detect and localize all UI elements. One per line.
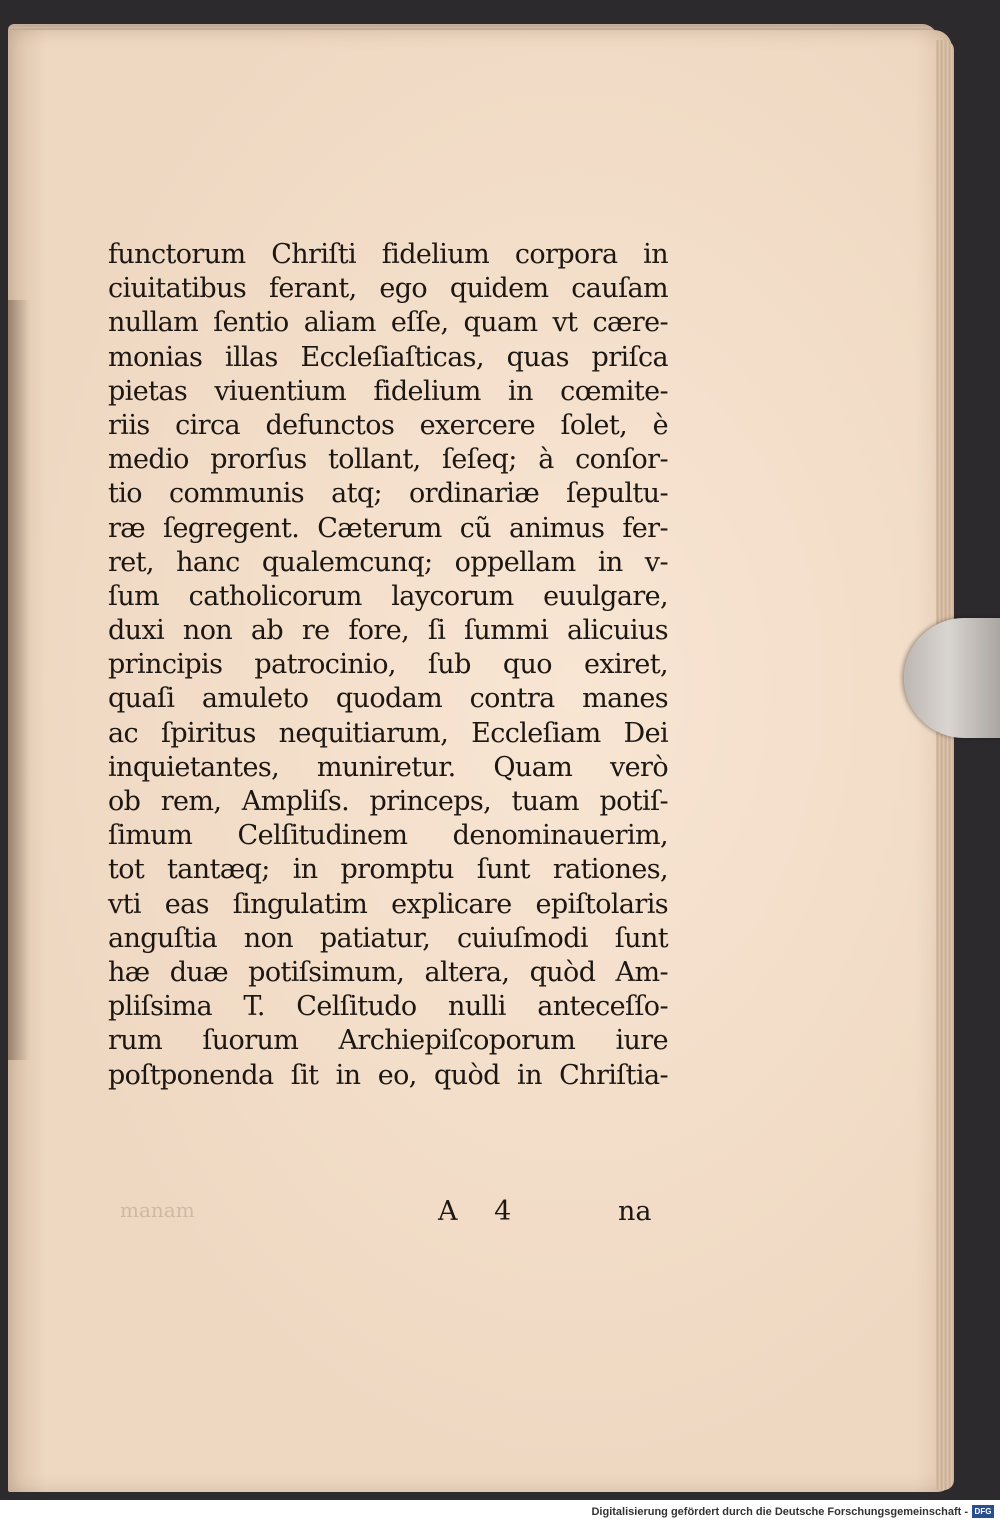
text-line: ræ ſegregent. Cæterum cũ animus fer- — [108, 512, 668, 544]
text-line: poſtponenda ſit in eo, quòd in Chriſtia- — [108, 1059, 668, 1091]
signature-mark: A 4 — [438, 1196, 526, 1227]
text-line: tio communis atq; ordinariæ ſepultu- — [108, 478, 668, 510]
text-line: nullam ſentio aliam eſſe, quam vt cære- — [108, 307, 668, 339]
text-line: riis circa defunctos exercere ſolet, è — [108, 409, 668, 441]
digitization-credit: Digitalisierung gefördert durch die Deutsche Forschungsgemeinschaft - — [591, 1506, 968, 1518]
text-line: ret, hanc qualemcunq; oppellam in v- — [108, 546, 668, 578]
text-line: ac ſpiritus nequitiarum, Eccleſiam Dei — [108, 717, 668, 749]
text-line: pietas viuentium fidelium in cœmite- — [108, 375, 668, 407]
text-line: functorum Chriſti fidelium corpora in — [108, 239, 668, 270]
text-line: ſum catholicorum laycorum euulgare, — [108, 580, 668, 612]
bleed-through-text: manam — [120, 1198, 195, 1222]
text-line: ciuitatibus ferant, ego quidem cauſam — [108, 273, 668, 305]
text-line: tot tantæq; in promptu ſunt rationes, — [108, 854, 668, 886]
dfg-logo-icon: DFG — [972, 1505, 994, 1518]
text-line: medio prorſus tollant, ſeſeq; à conſor- — [108, 444, 668, 476]
text-line: pliſsima T. Celſitudo nulli anteceſſo- — [108, 991, 668, 1023]
text-line: anguſtia non patiatur, cuiuſmodi ſunt — [108, 922, 668, 954]
text-line: monias illas Eccleſiaſticas, quas priſca — [108, 341, 668, 373]
page-right-edge — [936, 40, 954, 1490]
body-text — [108, 238, 668, 1093]
text-line: principis patrocinio, ſub quo exiret, — [108, 649, 668, 681]
text-line: inquietantes, muniretur. Quam verò — [108, 751, 668, 783]
catchword: na — [618, 1196, 652, 1227]
text-line: ob rem, Ampliſs. princeps, tuam potiſ- — [108, 786, 668, 817]
text-line: duxi non ab re fore, ſi ſummi alicuius — [108, 615, 668, 647]
text-line: ſimum Celſitudinem denominauerim, — [108, 820, 668, 852]
text-line: vti eas ſingulatim explicare epiſtolaris — [108, 888, 668, 920]
text-line: quaſi amuleto quodam contra manes — [108, 683, 668, 715]
text-line: rum ſuorum Archiepiſcoporum iure — [108, 1025, 668, 1057]
gutter-stain — [8, 300, 30, 1060]
text-line: hæ duæ potiſsimum, altera, quòd Am- — [108, 956, 668, 988]
